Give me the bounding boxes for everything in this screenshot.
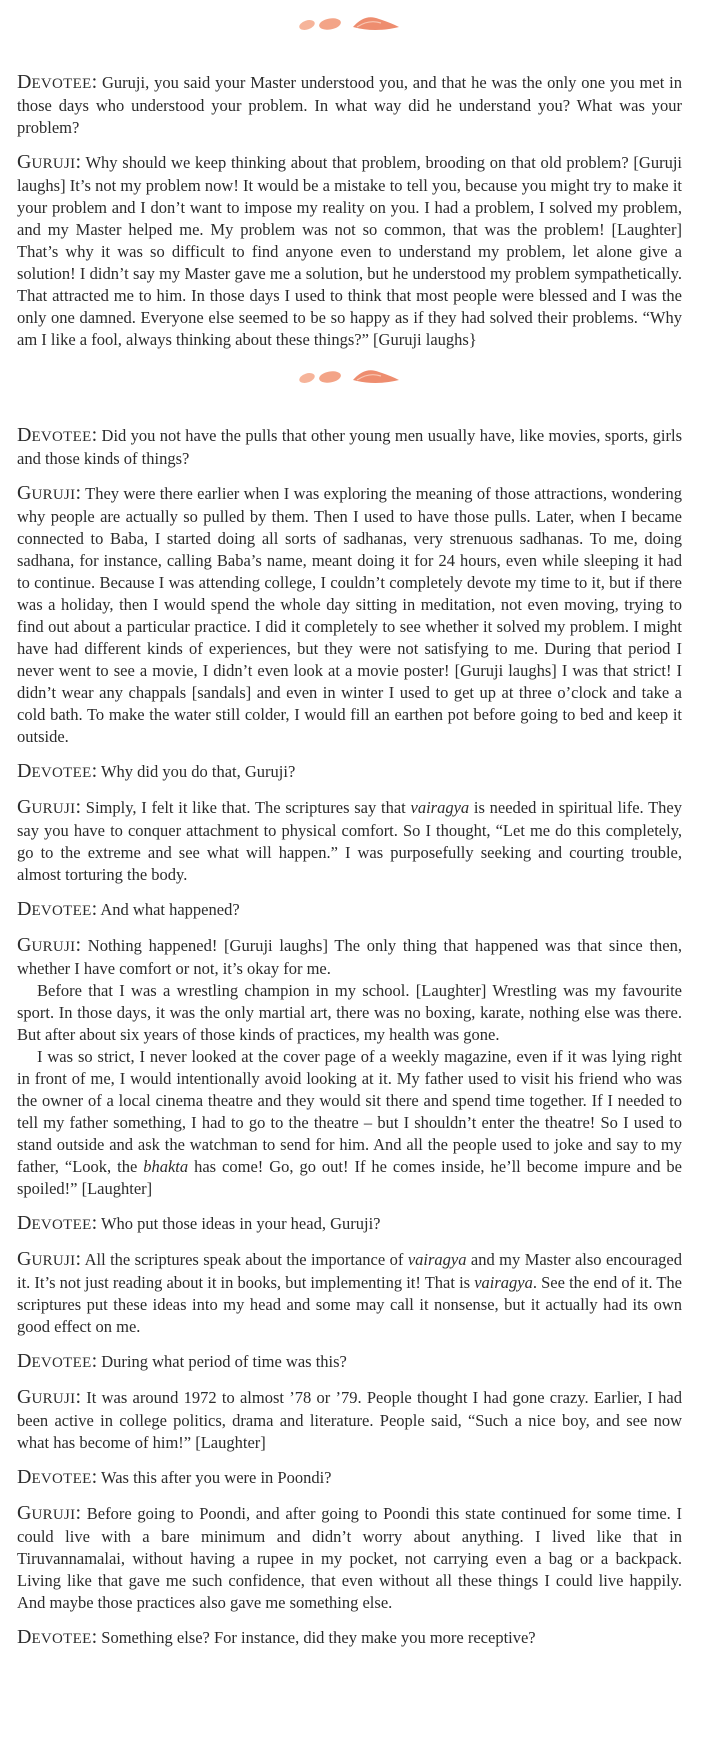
dialogue-turn	[17, 1466, 682, 1490]
dialogue-turn	[17, 1386, 682, 1454]
dialogue-turn	[17, 898, 682, 922]
dialogue-paragraph: Before that I was a wrestling champion in my school. [Laughter] Wrestling was my favourite sport. In those days, it was the only martial art, there was no boxing, karate, nothing else was there. But after about six years of those kinds of practices, my health was gone.	[17, 981, 682, 1044]
speaker-label: GURUJI:	[17, 482, 82, 504]
dialogue-turn	[17, 1626, 682, 1650]
speaker-label: DEVOTEE:	[17, 1466, 98, 1488]
dialogue-turn	[17, 1212, 682, 1236]
italic-term: vairagya	[474, 1273, 533, 1292]
speaker-label: DEVOTEE:	[17, 71, 98, 93]
dialogue-text: . See the end of it. The scriptures put these ideas into my head and some may call it nonsense, but it actually had its own good effect on me.	[17, 1273, 683, 1336]
speaker-label: DEVOTEE:	[17, 1350, 98, 1372]
italic-term: vairagya	[407, 1250, 467, 1269]
speaker-label: DEVOTEE:	[17, 898, 98, 920]
petal-ornament-icon	[17, 0, 682, 34]
dialogue-turn	[17, 151, 682, 351]
speaker-label: GURUJI:	[17, 1502, 82, 1524]
dialogue-text: All the scriptures speak about the importance of	[84, 1250, 408, 1269]
dialogue-text: I was so strict, I never looked at the cover page of a weekly magazine, even if it was lying right in front of me, I would intentionally avoid looking at it. My father used to visit his friend who was the owner of a local cinema theatre and they would sit there and spend time together. If I needed to tell my father something, I had to go to the theatre – but I shouldn’t enter the theatre! So I used to stand outside and ask the watchman to send for him. And all the people used to joke and say to my father, “Look, the	[17, 1047, 682, 1176]
dialogue-text: Who put those ideas in your head, Guruji?	[100, 1214, 381, 1233]
dialogue-turn	[17, 934, 682, 1200]
dialogue-text: Nothing happened! [Guruji laughs] The only thing that happened was that since then, whether I have comfort or not, it’s okay for me.	[17, 936, 683, 978]
dialogue-turn	[17, 424, 682, 470]
dialogue-text: Why did you do that, Guruji?	[100, 762, 296, 781]
dialogue-text: and my Master also encouraged it. It’s not just reading about it in books, but implementing it! That is	[17, 1250, 682, 1292]
dialogue-text: is needed in spiritual life. They say you have to conquer attachment to physical comfort. So I thought, “Let me do this completely, go to the extreme and see what will happen.” I was purposefully seeking and courting trouble, almost torturing the body.	[17, 798, 682, 884]
dialogue-turn	[17, 1350, 682, 1374]
dialogue-turn	[17, 71, 682, 139]
dialogue-text: Why should we keep thinking about that problem, brooding on that old problem? [Guruji laughs] It’s not my problem now! It would be a mistake to tell you, because you might try to make it your problem and I don’t want to impose my reality on you. I had a problem, I solved my problem, and my Master helped me. My problem was not so common, that was the problem! [Laughter] That’s why it was so difficult to find anyone even to understand my problem, let alone give a solution! I didn’t say my Master gave me a solution, but he understood my problem sympathetically. That attracted me to him. In those days I used to think that most people were blessed and I was the only one damned. Everyone else seemed to be so happy as if they had solved their problems. “Why am I like a fool, always thinking about these things?” [Guruji laughs}	[17, 153, 682, 349]
dialogue-paragraph	[17, 934, 682, 980]
dialogue-text: Something else? For instance, did they make you more receptive?	[101, 1628, 536, 1647]
dialogue-text: It was around 1972 to almost ’78 or ’79. People thought I had gone crazy. Earlier, I had been active in college politics, drama and literature. People said, “Such a nice boy, and see now what has become of him!” [Laughter]	[17, 1388, 683, 1452]
speaker-label: GURUJI:	[17, 151, 82, 173]
dialogue-text: Guruji, you said your Master understood you, and that he was the only one you met in those days who understood your problem. In what way did he understand you? What was your problem?	[17, 73, 682, 137]
dialogue-text: has come! Go, go out! If he comes inside, he’ll become impure and be spoiled!” [Laughter]	[17, 1157, 682, 1198]
speaker-label: GURUJI:	[17, 1386, 82, 1408]
petal-ornament-icon	[17, 365, 682, 387]
dialogue-text: Did you not have the pulls that other young men usually have, like movies, sports, girls and those kinds of things?	[17, 426, 682, 468]
speaker-label: GURUJI:	[17, 796, 82, 818]
dialogue-turn	[17, 760, 682, 784]
speaker-label: DEVOTEE:	[17, 1626, 98, 1648]
dialogue-text: And what happened?	[100, 900, 240, 919]
dialogue-turn	[17, 482, 682, 748]
italic-term: bhakta	[143, 1157, 189, 1176]
dialogue-text: Before going to Poondi, and after going to Poondi this state continued for some time. I could live with a bare minimum and didn’t worry about anything. I lived like that in Tiruvannamalai, without having a rupee in my pocket, not carrying even a bag or a backpack. Living like that gave me such confidence, that even without all these things I could live happily. And maybe those practices also gave me something else.	[17, 1504, 683, 1612]
dialogue-turn	[17, 1248, 682, 1338]
speaker-label: DEVOTEE:	[17, 760, 98, 782]
dialogue-text: They were there earlier when I was exploring the meaning of those attractions, wondering why people are actually so pulled by them. Then I used to have those pulls. Later, when I became connected to Baba, I started doing all sorts of sadhanas, very strenuous sadhanas. To me, doing sadhana, for instance, calling Baba’s name, meant doing it for 24 hours, even while sleeping it had to continue. Because I was attending college, I couldn’t completely devote my time to it, but if there was a holiday, then I would spend the whole day sitting in meditation, not even moving, trying to find out about a particular practice. I did it completely to see whether it solved my problem. I might have had different kinds of experiences, but they were not satisfying to me. During that period I never went to see a movie, I didn’t even look at a movie poster! [Guruji laughs] I was that strict! I didn’t wear any chappals [sandals] and even in winter I used to get up at three o’clock and take a cold bath. To make the water still colder, I would fill an earthen pot before going to bed and keep it outside.	[17, 484, 682, 746]
italic-term: vairagya	[410, 798, 470, 817]
dialogue-text: Simply, I felt it like that. The scriptures say that	[85, 798, 411, 817]
dialogue-text: Was this after you were in Poondi?	[100, 1468, 332, 1487]
speaker-label: GURUJI:	[17, 934, 82, 956]
dialogue-paragraph	[17, 1046, 682, 1200]
speaker-label: DEVOTEE:	[17, 1212, 98, 1234]
dialogue-turn	[17, 1502, 682, 1614]
speaker-label: DEVOTEE:	[17, 424, 98, 446]
dialogue-turn	[17, 796, 682, 886]
speaker-label: GURUJI:	[17, 1248, 82, 1270]
dialogue-text: During what period of time was this?	[101, 1352, 347, 1371]
